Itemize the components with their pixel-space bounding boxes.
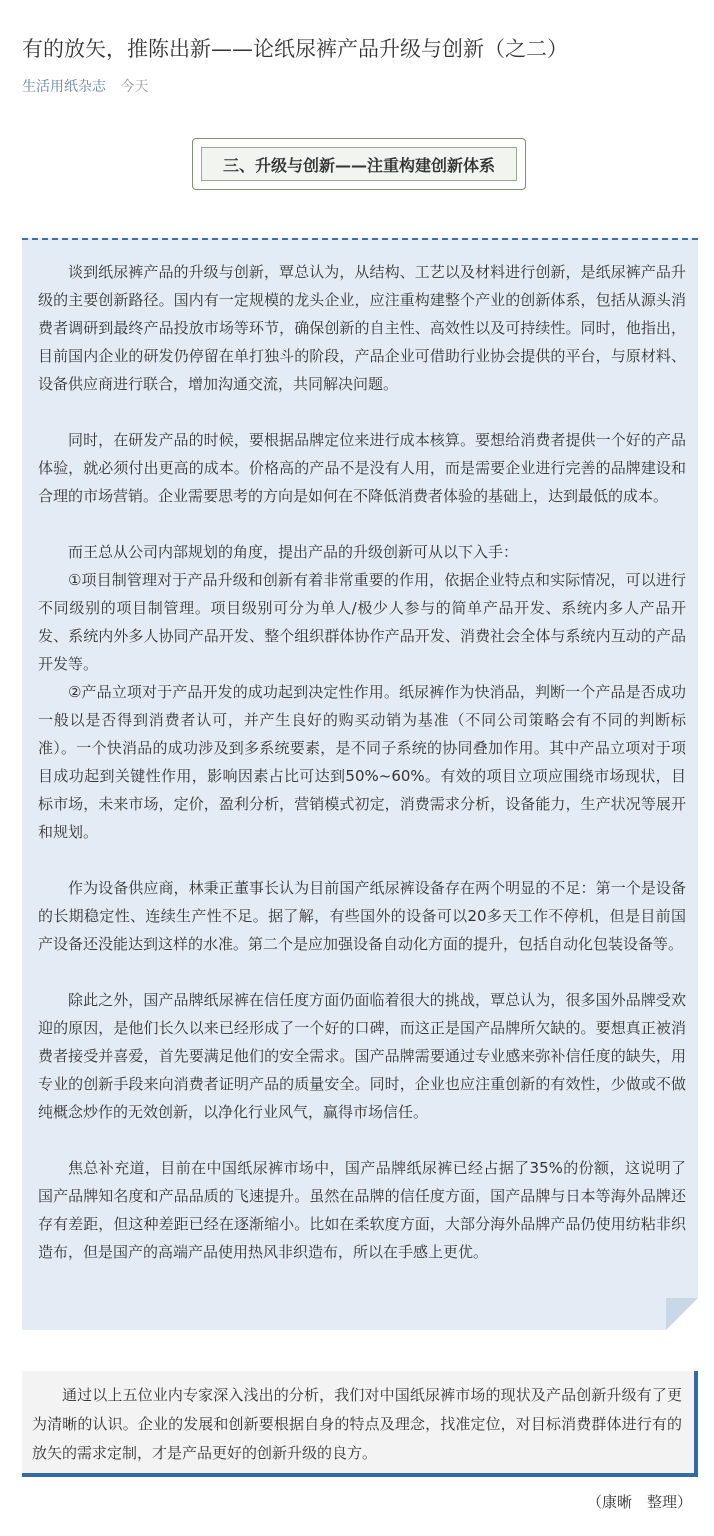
- article-meta: [22, 77, 148, 97]
- summary-box: [22, 1371, 698, 1477]
- paragraph: ①项目制管理对于产品升级和创新有着非常重要的作用，依据企业特点和实际情况，可以进行不同级别的项目制管理。项目级别可分为单人/极少人参与的简单产品开发、系统内多人产品开发、系统内外多人协同产品开发、整个组织群体协作产品开发、消费社会全体与系统内互动的产品开发等。: [38, 571, 686, 673]
- paragraph: 除此之外，国产品牌纸尿裤在信任度方面仍面临着很大的挑战，覃总认为，很多国外品牌受欢迎的原因，是他们长久以来已经形成了一个好的口碑，而这正是国产品牌所欠缺的。要想真正被消费者接受并喜爱，首先要满足他们的安全需求。国产品牌需要通过专业感来弥补信任度的缺失，用专业的创新手段来向消费者证明产品的质量安全。同时，企业也应注重创新的有效性，少做或不做纯概念炒作的无效创新，以净化行业风气，赢得市场信任。: [38, 991, 686, 1121]
- section-heading-box: [192, 138, 526, 190]
- section-heading: 三、升级与创新——注重构建创新体系: [201, 147, 517, 181]
- paragraph: 焦总补充道，目前在中国纸尿裤市场中，国产品牌纸尿裤已经占据了35%的份额，这说明了国产品牌知名度和产品品质的飞速提升。虽然在品牌的信任度方面，国产品牌与日本等海外品牌还存有差距，但这种差距已经在逐渐缩小。比如在柔软度方面，大部分海外品牌产品仍使用纺粘非织造布，但是国产的高端产品使用热风非织造布，所以在手感上更优。: [38, 1159, 686, 1261]
- paragraph: 谈到纸尿裤产品的升级与创新，覃总认为，从结构、工艺以及材料进行创新，是纸尿裤产品升级的主要创新路径。国内有一定规模的龙头企业，应注重构建整个产业的创新体系，包括从源头消费者调研到最终产品投放市场等环节，确保创新的自主性、高效性以及可持续性。同时，他指出，目前国内企业的研发仍停留在单打独斗的阶段，产品企业可借助行业协会提供的平台，与原材料、设备供应商进行联合，增加沟通交流，共同解决问题。: [38, 263, 686, 393]
- page-fold-corner: [666, 1298, 698, 1330]
- paragraph: 同时，在研发产品的时候，要根据品牌定位来进行成本核算。要想给消费者提供一个好的产品体验，就必须付出更高的成本。价格高的产品不是没有人用，而是需要企业进行完善的品牌建设和合理的市场营销。企业需要思考的方向是如何在不降低消费者体验的基础上，达到最低的成本。: [38, 431, 686, 505]
- paragraph: ②产品立项对于产品开发的成功起到决定性作用。纸尿裤作为快消品，判断一个产品是否成功一般以是否得到消费者认可，并产生良好的购买动销为基准（不同公司策略会有不同的判断标准）。一个快消品的成功涉及到多系统要素，是不同子系统的协同叠加作用。其中产品立项对于项目成功起到关键性作用，影响因素占比可达到50%~60%。有效的项目立项应围绕市场现状，目标市场，未来市场，定价，盈利分析，营销模式初定，消费需求分析，设备能力，生产状况等展开和规划。: [38, 683, 686, 841]
- editor-credit: （康晰 整理）: [586, 1493, 692, 1511]
- article-title: 有的放矢，推陈出新——论纸尿裤产品升级与创新（之二）: [22, 37, 568, 61]
- publish-date: 今天: [120, 79, 149, 95]
- main-content-box: [22, 238, 698, 1330]
- article-body: [38, 258, 686, 1266]
- paragraph: 作为设备供应商，林秉正董事长认为目前国产纸尿裤设备存在两个明显的不足：第一个是设备的长期稳定性、连续生产性不足。据了解，有些国外的设备可以20多天工作不停机，但是目前国产设备还没能达到这样的水准。第二个是应加强设备自动化方面的提升，包括自动化包装设备等。: [38, 879, 686, 953]
- account-link[interactable]: 生活用纸杂志: [22, 79, 106, 95]
- summary-paragraph: 通过以上五位业内专家深入浅出的分析，我们对中国纸尿裤市场的现状及产品创新升级有了更为清晰的认识。企业的发展和创新要根据自身的特点及理念，找准定位，对目标消费群体进行有的放矢的需求定制，才是产品更好的创新升级的良方。: [32, 1386, 682, 1462]
- paragraph: 而王总从公司内部规划的角度，提出产品的升级创新可从以下入手：: [68, 543, 519, 561]
